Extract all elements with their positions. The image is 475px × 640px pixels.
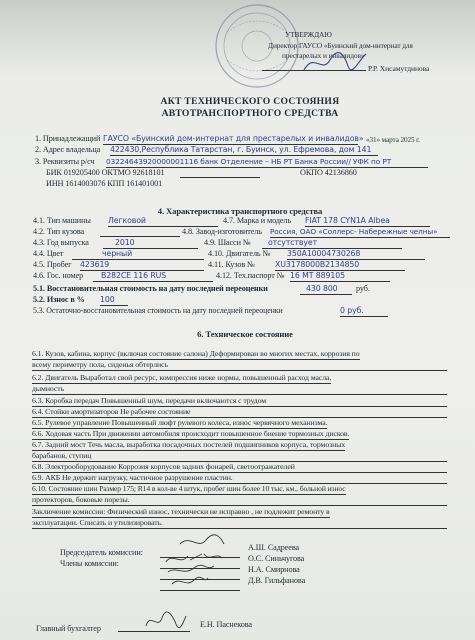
act-title: АКТ ТЕХНИЧЕСКОГО СОСТОЯНИЯ xyxy=(160,96,340,107)
restoration-cost-value: 430 800 xyxy=(300,284,352,295)
chair-label: Председатель комиссии: xyxy=(60,548,143,557)
act-date: «31» марта 2025 г. xyxy=(366,136,420,144)
condition-6-10: 6.10. Состояние шин Размер 175; R14 в кол-ве 4 штук, пробег шин более 10 тыс. км., больной износ xyxy=(32,484,346,493)
spec-4-3-label: 4.3. Год выпуска xyxy=(33,238,89,247)
spec-4-8-value: Россия, ОАО «Соллерс- Набережные челны» xyxy=(270,227,450,238)
members-label: Члены комиссии: xyxy=(60,559,119,568)
owner-value: ГАУСО «Буинский дом-интернат для престарелых и инвалидов» xyxy=(103,134,364,143)
wear-label: 5.2. Износ в % xyxy=(33,295,85,304)
approval-line-3: престарелых и инвалидов» xyxy=(282,51,365,60)
condition-6-4: 6.4. Стойки амортизаторов Не рабочее состояние xyxy=(32,407,447,418)
spec-4-11-value: XU3178000B2134850 xyxy=(275,260,405,271)
condition-6-1-cont: всему периметру пола, сиденья обтерлись xyxy=(32,360,447,371)
spec-4-2-label: 4.2. Тип кузова xyxy=(33,227,85,236)
spec-4-4-value: черный xyxy=(72,249,204,260)
bik-underline xyxy=(180,168,260,178)
condition-6-2-cont: дымность xyxy=(32,384,447,395)
commission-conclusion: Заключение комиссии: Физический износ, технически не исправно , не подлежит ремонту в xyxy=(32,507,330,516)
spec-4-8-label: 4.8. Завод-изготовитель xyxy=(182,227,262,236)
spec-4-1-label: 4.1. Тип машины xyxy=(33,216,91,225)
spec-4-12-label: 4.12. Тех.паспорт № xyxy=(216,271,285,280)
condition-6-7-cont: барабанов, ступиц xyxy=(32,451,447,462)
spec-4-10-value: 350A10004730268 xyxy=(287,249,425,260)
address-label: 2. Адрес владельца xyxy=(35,145,101,154)
spec-4-7-value: FIAT 178 CYN1A Albea xyxy=(305,216,430,227)
restoration-cost-label: 5.1. Восстановительная стоимость на дату последней переоценки xyxy=(33,284,268,293)
spec-4-2-value xyxy=(100,227,180,237)
wear-value: 100 xyxy=(100,295,128,306)
restoration-cost-unit: руб. xyxy=(356,284,370,293)
act-subtitle: АВТОТРАНСПОРТНОГО СРЕДСТВА xyxy=(161,108,339,119)
condition-6-6: 6.6. Ходовая часть При движении автомобиля происходит повышенное биение тормозных дисков. xyxy=(32,429,350,438)
spec-4-11-label: 4.11. Кузов № xyxy=(208,260,255,269)
spec-4-9-label: 4.9. Шасси № xyxy=(204,238,251,247)
spec-4-4-label: 4.4. Цвет xyxy=(33,249,64,258)
condition-6-9: 6.9. АКБ Не держит нагрузку, частичное разрушение пластин. xyxy=(32,473,447,484)
section6-heading: 6. Техническое состояние xyxy=(197,329,293,339)
residual-cost-label: 5.3. Остаточно-восстановительная стоимость на дату последней переоценки xyxy=(33,306,283,315)
director-name: Р.Р. Хисамутдинова xyxy=(368,64,430,73)
spec-4-9-value: отсутствует xyxy=(262,238,402,249)
address-value: 422430,Республика Татарстан, г. Буинск, ул. Ефремова, дом 141 xyxy=(110,145,378,156)
section4-heading: 4. Характеристика транспортного средства xyxy=(157,206,323,216)
condition-6-5: 6.5. Рулевое управление Повышенный люфт рулевого колеса, износ червячного механизма. xyxy=(32,418,328,427)
chief-accountant-name: Е.Н. Паснекова xyxy=(200,620,252,629)
condition-6-10-cont: протекторов, боковые порезы. xyxy=(32,495,447,506)
condition-6-2: 6.2. Двигатель Выработал свой ресурс, компрессия ниже нормы, повышенный расход масла, xyxy=(32,373,332,382)
condition-6-8: 6.8. Электрооборудование Коррозия корпусов задних фонарей, светоотражателей xyxy=(32,462,447,473)
spec-4-10-label: 4.10. Двигатель № xyxy=(208,249,271,258)
owner-label: 1. Принадлежащий xyxy=(35,134,101,143)
spec-4-5-value: 423619 xyxy=(80,260,204,271)
okpo: ОКПО 42136860 xyxy=(300,168,357,177)
member-4-name: Д.В. Гильфанова xyxy=(248,576,306,585)
requisites-value: 03224643920000001116 банк Отделение – НБ РТ Банка России// УФК по РТ xyxy=(106,157,428,168)
bik-oktmo: БИК 019205400 ОКТМО 92618101 xyxy=(46,168,165,177)
inn-kpp: ИНН 1614003076 КПП 161401001 xyxy=(46,179,163,188)
member-3-name: Н.А. Смирнова xyxy=(248,565,300,574)
approval-line-1: УТВЕРЖДАЮ xyxy=(285,30,332,39)
accountant-signature xyxy=(140,608,190,634)
residual-cost-value: 0 руб. xyxy=(340,306,388,317)
spec-4-5-label: 4.5. Пробег xyxy=(33,260,72,269)
requisites-label: 3. Реквизиты р/сч xyxy=(35,157,95,166)
approval-line-2: Директор ГАУСО «Буинский дом-интернат для xyxy=(268,41,413,50)
spec-4-12-value: 16 МТ 889105 xyxy=(290,271,390,282)
member-1-name: А.Ш. Садреева xyxy=(248,543,300,552)
spec-4-6-value: В282СЕ 116 RUS xyxy=(93,271,213,282)
condition-6-7: 6.7. Задний мост Течь масла, выработка посадочных постелей подшипников корпуса, тормозных xyxy=(32,440,346,449)
spec-4-6-label: 4.6. Гос. номер xyxy=(33,271,84,280)
spec-4-7-label: 4.7. Марка и модель xyxy=(223,216,292,225)
condition-6-1: 6.1. Кузов, кабина, корпус (включая состояние салона) Деформирован во многих местах, коррозия по xyxy=(32,349,360,358)
director-signature xyxy=(300,48,370,78)
spec-4-3-value: 2010 xyxy=(103,238,198,249)
member-2-name: О.С. Синьчугова xyxy=(248,554,305,563)
spec-4-1-value: Легковой xyxy=(108,216,218,227)
commission-conclusion-cont: эксплуатации. Списать и утилизировать. xyxy=(32,518,447,529)
condition-6-3: 6.3. Коробка передач Повышенный шум, передачи включаются с трудом xyxy=(32,396,447,407)
commission-signatures xyxy=(150,532,250,594)
chief-accountant-label: Главный бухгалтер xyxy=(36,624,101,633)
